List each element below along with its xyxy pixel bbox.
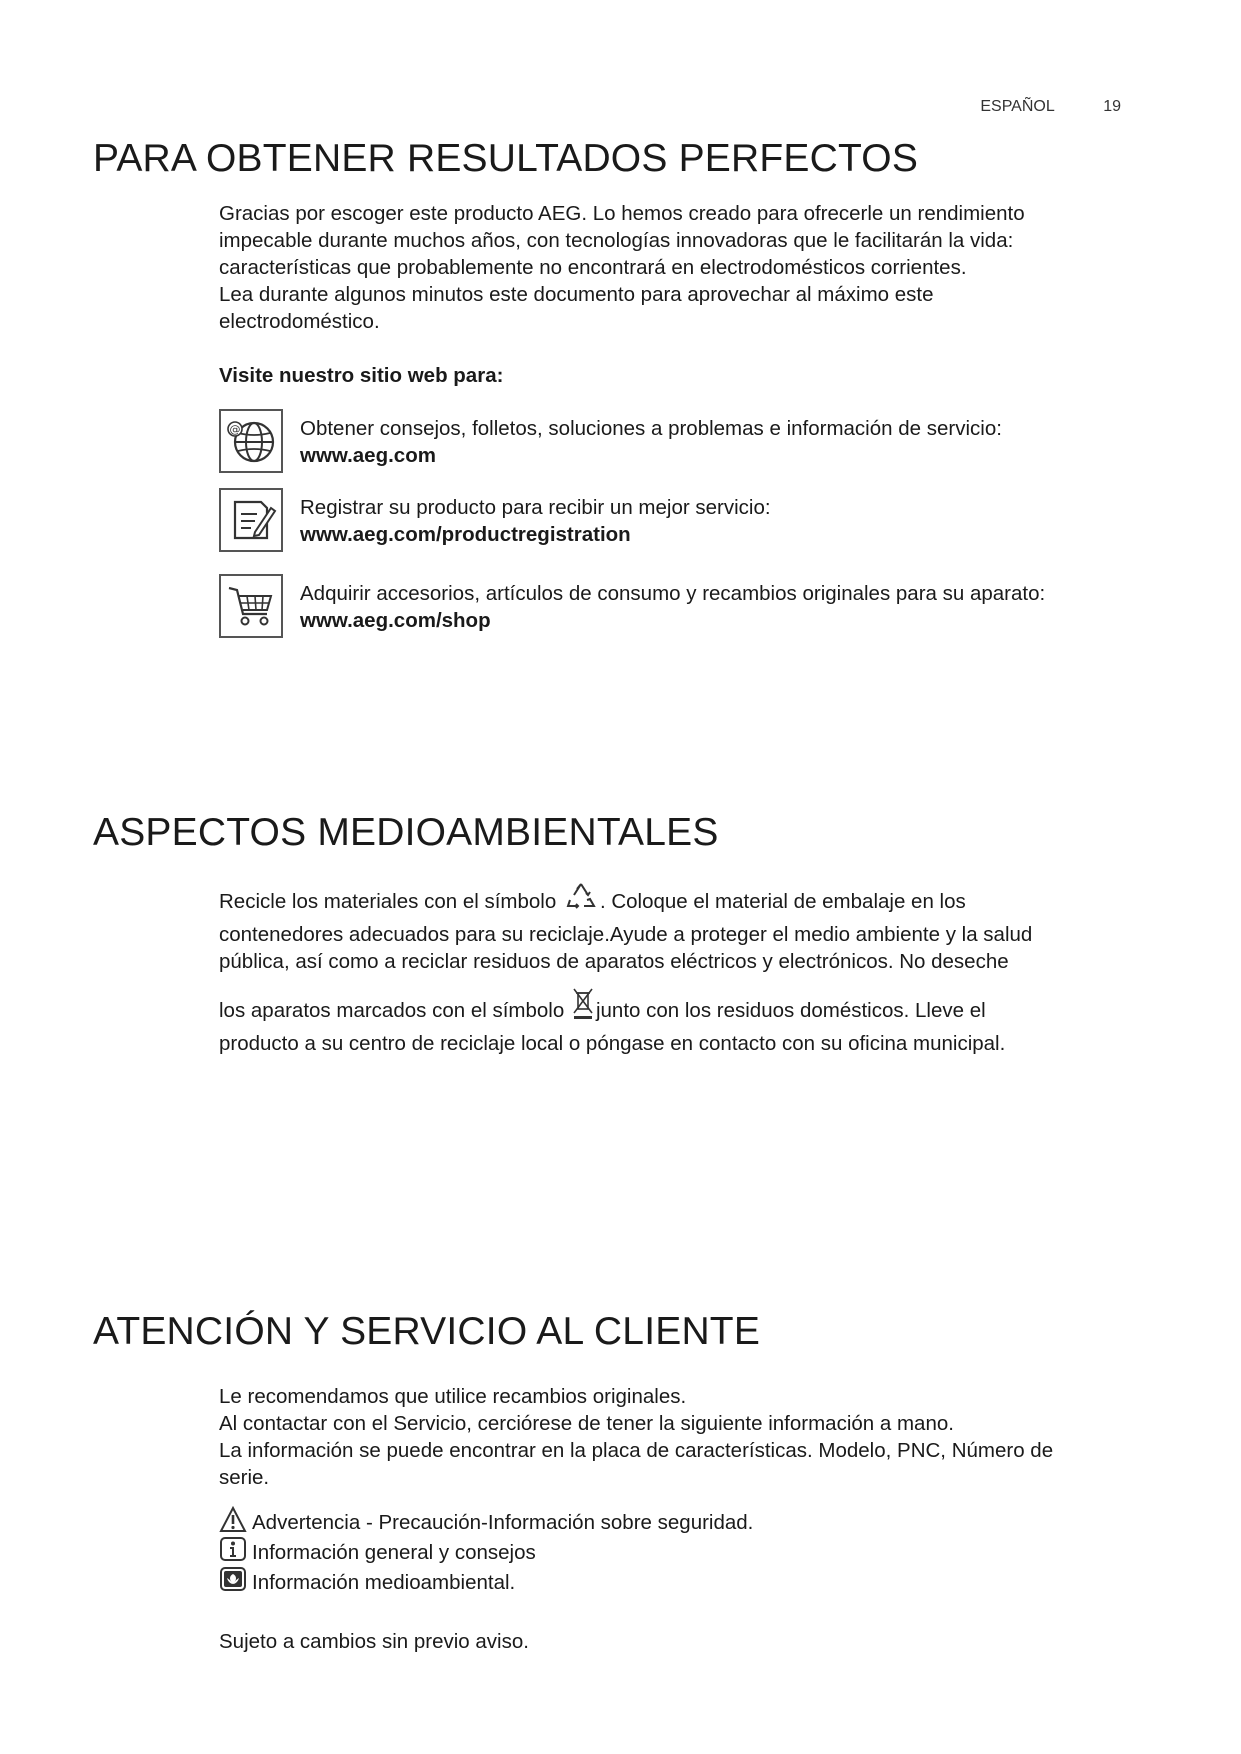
environment-line: pública, así como a reciclar residuos de aparatos eléctricos y electrónicos. No deseche: [219, 950, 1009, 973]
environment-line: [219, 987, 1123, 1030]
environment-line: producto a su centro de reciclaje local o póngase en contacto con su oficina municipal.: [219, 1032, 1006, 1055]
warning-triangle-icon: [219, 1506, 252, 1540]
legend-item: [219, 1508, 753, 1538]
section-title-service: ATENCIÓN Y SERVICIO AL CLIENTE: [93, 1310, 761, 1353]
link-row-support: [219, 409, 1141, 477]
page-number: 19: [1103, 98, 1121, 115]
intro-line: características que probablemente no encontrará en electrodomésticos corrientes.: [219, 256, 967, 279]
intro-paragraph: [219, 200, 1123, 335]
visit-website-title: Visite nuestro sitio web para:: [219, 364, 504, 387]
registration-form-icon: [219, 488, 283, 552]
service-line: La información se puede encontrar en la placa de características. Modelo, PNC, Número de: [219, 1439, 1054, 1462]
section-title-results: PARA OBTENER RESULTADOS PERFECTOS: [93, 137, 919, 180]
legend-text: Advertencia - Precaución-Información sobre seguridad.: [252, 1511, 754, 1534]
legend-text: Información general y consejos: [252, 1541, 536, 1564]
weee-crossed-bin-icon: [572, 987, 594, 1030]
environment-line: contenedores adecuados para su reciclaje.Ayude a proteger el medio ambiente y la salud: [219, 923, 1033, 946]
intro-line: Gracias por escoger este producto AEG. Lo hemos creado para ofrecerle un rendimiento: [219, 202, 1025, 225]
support-link[interactable]: www.aeg.com: [300, 444, 436, 467]
legend-item: [219, 1568, 753, 1598]
svg-text:@: @: [229, 423, 241, 436]
service-line: Le recomendamos que utilice recambios originales.: [219, 1385, 687, 1408]
service-line: serie.: [219, 1466, 270, 1489]
environment-text: junto con los residuos domésticos. Lleve el: [595, 999, 986, 1022]
intro-line: electrodoméstico.: [219, 310, 380, 333]
link-description: Registrar su producto para recibir un mejor servicio:: [300, 496, 771, 519]
link-row-registration: [219, 488, 1141, 556]
link-description: Obtener consejos, folletos, soluciones a problemas e información de servicio:: [300, 417, 1002, 440]
change-notice: Sujeto a cambios sin previo aviso.: [219, 1630, 529, 1653]
intro-line: Lea durante algunos minutos este documento para aprovechar al máximo este: [219, 283, 934, 306]
intro-line: impecable durante muchos años, con tecnologías innovadoras que le facilitarán la vida:: [219, 229, 1014, 252]
service-line: Al contactar con el Servicio, cerciórese de tener la siguiente información a mano.: [219, 1412, 954, 1435]
shopping-cart-icon: [219, 574, 283, 638]
language-label: ESPAÑOL: [980, 98, 1055, 115]
globe-icon: [219, 409, 283, 473]
symbol-legend: [219, 1508, 753, 1598]
legend-text: Información medioambiental.: [252, 1571, 516, 1594]
page-header: [980, 98, 1121, 116]
environment-icon: [219, 1566, 252, 1600]
section-title-environment: ASPECTOS MEDIOAMBIENTALES: [93, 811, 719, 854]
environment-text: los aparatos marcados con el símbolo: [219, 999, 565, 1022]
registration-link[interactable]: www.aeg.com/productregistration: [300, 523, 631, 546]
info-icon: [219, 1536, 252, 1570]
link-row-shop: [219, 574, 1141, 642]
link-description: Adquirir accesorios, artículos de consumo y recambios originales para su aparato:: [300, 582, 1046, 605]
legend-item: [219, 1538, 753, 1568]
service-paragraph: [219, 1383, 1123, 1491]
environment-line: [219, 880, 1123, 921]
recycle-icon: [564, 880, 598, 921]
environment-text: . Coloque el material de embalaje en los: [599, 890, 966, 913]
environment-paragraph: [219, 880, 1123, 1057]
environment-text: Recicle los materiales con el símbolo: [219, 890, 557, 913]
shop-link[interactable]: www.aeg.com/shop: [300, 609, 491, 632]
